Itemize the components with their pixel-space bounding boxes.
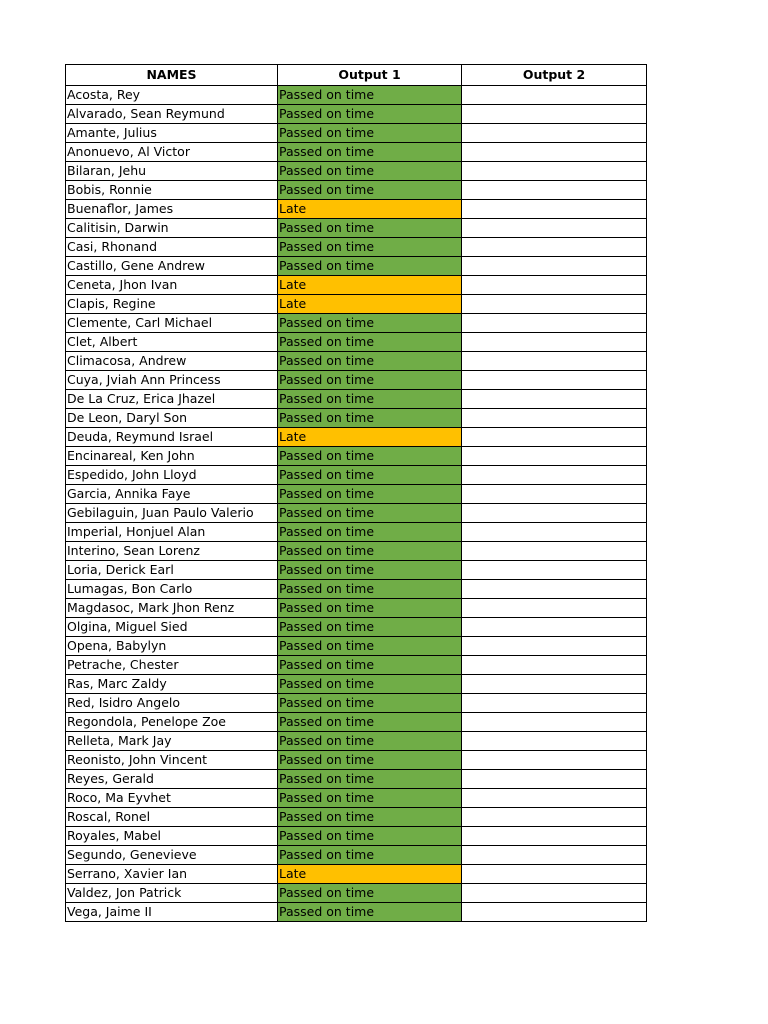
output-2-cell[interactable] [462, 428, 647, 447]
output-2-cell[interactable] [462, 409, 647, 428]
table-row [66, 713, 647, 732]
output-2-cell[interactable] [462, 295, 647, 314]
output-2-cell[interactable] [462, 124, 647, 143]
name-cell[interactable]: Petrache, Chester [66, 656, 278, 675]
output-1-cell[interactable]: Passed on time [278, 770, 462, 789]
header-output-1[interactable]: Output 1 [278, 65, 462, 86]
output-2-cell[interactable] [462, 86, 647, 105]
table-row [66, 694, 647, 713]
table-row [66, 770, 647, 789]
table-row [66, 143, 647, 162]
table-row [66, 637, 647, 656]
table-row [66, 808, 647, 827]
name-cell[interactable]: Red, Isidro Angelo [66, 694, 278, 713]
output-2-cell[interactable] [462, 675, 647, 694]
output-1-cell[interactable]: Passed on time [278, 751, 462, 770]
name-cell[interactable]: Lumagas, Bon Carlo [66, 580, 278, 599]
name-cell[interactable]: Acosta, Rey [66, 86, 278, 105]
output-2-cell[interactable] [462, 466, 647, 485]
output-2-cell[interactable] [462, 504, 647, 523]
table-row [66, 352, 647, 371]
name-cell[interactable]: Ceneta, Jhon Ivan [66, 276, 278, 295]
output-2-cell[interactable] [462, 884, 647, 903]
header-row [66, 65, 647, 86]
name-cell[interactable]: Casi, Rhonand [66, 238, 278, 257]
table-body [66, 86, 647, 922]
output-2-cell[interactable] [462, 561, 647, 580]
header-output-2[interactable]: Output 2 [462, 65, 647, 86]
name-cell[interactable]: Clemente, Carl Michael [66, 314, 278, 333]
output-2-cell[interactable] [462, 371, 647, 390]
output-1-cell[interactable]: Passed on time [278, 827, 462, 846]
output-2-cell[interactable] [462, 162, 647, 181]
table-row [66, 428, 647, 447]
output-1-cell[interactable]: Passed on time [278, 105, 462, 124]
output-1-cell[interactable]: Passed on time [278, 390, 462, 409]
table-row [66, 200, 647, 219]
output-2-cell[interactable] [462, 694, 647, 713]
output-2-cell[interactable] [462, 523, 647, 542]
table-row [66, 390, 647, 409]
name-cell[interactable]: Olgina, Miguel Sied [66, 618, 278, 637]
table-row [66, 618, 647, 637]
name-cell[interactable]: De Leon, Daryl Son [66, 409, 278, 428]
output-2-cell[interactable] [462, 143, 647, 162]
output-1-cell[interactable]: Passed on time [278, 694, 462, 713]
output-2-cell[interactable] [462, 903, 647, 922]
table-row [66, 447, 647, 466]
output-1-cell[interactable]: Passed on time [278, 637, 462, 656]
table-row [66, 276, 647, 295]
output-1-cell[interactable]: Passed on time [278, 371, 462, 390]
output-2-cell[interactable] [462, 200, 647, 219]
output-2-cell[interactable] [462, 580, 647, 599]
name-cell[interactable]: Magdasoc, Mark Jhon Renz [66, 599, 278, 618]
table-row [66, 162, 647, 181]
output-1-cell[interactable]: Passed on time [278, 561, 462, 580]
table-row [66, 789, 647, 808]
name-cell[interactable]: Interino, Sean Lorenz [66, 542, 278, 561]
output-1-cell[interactable]: Passed on time [278, 599, 462, 618]
output-2-cell[interactable] [462, 732, 647, 751]
table-row [66, 504, 647, 523]
name-cell[interactable]: Valdez, Jon Patrick [66, 884, 278, 903]
table-row [66, 86, 647, 105]
name-cell[interactable]: Alvarado, Sean Reymund [66, 105, 278, 124]
table-row [66, 257, 647, 276]
name-cell[interactable]: Relleta, Mark Jay [66, 732, 278, 751]
table-row [66, 314, 647, 333]
output-1-cell[interactable]: Passed on time [278, 732, 462, 751]
name-cell[interactable]: Royales, Mabel [66, 827, 278, 846]
name-cell[interactable]: Opena, Babylyn [66, 637, 278, 656]
header-names[interactable]: NAMES [66, 65, 278, 86]
output-1-cell[interactable]: Passed on time [278, 238, 462, 257]
name-cell[interactable]: Reyes, Gerald [66, 770, 278, 789]
output-1-cell[interactable]: Passed on time [278, 713, 462, 732]
table-row [66, 561, 647, 580]
name-cell[interactable]: Roco, Ma Eyvhet [66, 789, 278, 808]
output-1-cell[interactable]: Late [278, 865, 462, 884]
name-cell[interactable]: De La Cruz, Erica Jhazel [66, 390, 278, 409]
output-2-cell[interactable] [462, 637, 647, 656]
output-1-cell[interactable]: Late [278, 276, 462, 295]
name-cell[interactable]: Clapis, Regine [66, 295, 278, 314]
name-cell[interactable]: Encinareal, Ken John [66, 447, 278, 466]
output-2-cell[interactable] [462, 485, 647, 504]
output-2-cell[interactable] [462, 751, 647, 770]
table-row [66, 865, 647, 884]
name-cell[interactable]: Roscal, Ronel [66, 808, 278, 827]
table-row [66, 827, 647, 846]
table-row [66, 523, 647, 542]
output-2-cell[interactable] [462, 808, 647, 827]
table-row [66, 295, 647, 314]
output-2-cell[interactable] [462, 770, 647, 789]
name-cell[interactable]: Calitisin, Darwin [66, 219, 278, 238]
table-row [66, 105, 647, 124]
name-cell[interactable]: Castillo, Gene Andrew [66, 257, 278, 276]
name-cell[interactable]: Reonisto, John Vincent [66, 751, 278, 770]
name-cell[interactable]: Regondola, Penelope Zoe [66, 713, 278, 732]
name-cell[interactable]: Climacosa, Andrew [66, 352, 278, 371]
output-1-cell[interactable]: Passed on time [278, 485, 462, 504]
table-row [66, 181, 647, 200]
table-row [66, 542, 647, 561]
table-row [66, 219, 647, 238]
output-1-cell[interactable]: Passed on time [278, 143, 462, 162]
table-row [66, 409, 647, 428]
output-1-cell[interactable]: Late [278, 428, 462, 447]
output-1-cell[interactable]: Passed on time [278, 86, 462, 105]
output-2-cell[interactable] [462, 542, 647, 561]
output-1-cell[interactable]: Passed on time [278, 314, 462, 333]
output-2-cell[interactable] [462, 656, 647, 675]
output-2-cell[interactable] [462, 314, 647, 333]
output-2-cell[interactable] [462, 390, 647, 409]
name-cell[interactable]: Ras, Marc Zaldy [66, 675, 278, 694]
output-1-cell[interactable]: Passed on time [278, 542, 462, 561]
table-row [66, 580, 647, 599]
output-1-cell[interactable]: Passed on time [278, 903, 462, 922]
output-1-cell[interactable]: Passed on time [278, 219, 462, 238]
table-row [66, 371, 647, 390]
table-row [66, 333, 647, 352]
name-cell[interactable]: Segundo, Genevieve [66, 846, 278, 865]
attendance-table [65, 64, 647, 922]
table-row [66, 656, 647, 675]
output-2-cell[interactable] [462, 257, 647, 276]
output-1-cell[interactable]: Passed on time [278, 808, 462, 827]
table-row [66, 485, 647, 504]
name-cell[interactable]: Bobis, Ronnie [66, 181, 278, 200]
name-cell[interactable]: Serrano, Xavier Ian [66, 865, 278, 884]
output-2-cell[interactable] [462, 846, 647, 865]
name-cell[interactable]: Anonuevo, Al Victor [66, 143, 278, 162]
name-cell[interactable]: Cuya, Jviah Ann Princess [66, 371, 278, 390]
table-row [66, 846, 647, 865]
name-cell[interactable]: Garcia, Annika Faye [66, 485, 278, 504]
output-1-cell[interactable]: Passed on time [278, 466, 462, 485]
output-2-cell[interactable] [462, 618, 647, 637]
table-row [66, 599, 647, 618]
output-2-cell[interactable] [462, 447, 647, 466]
output-1-cell[interactable]: Passed on time [278, 333, 462, 352]
output-1-cell[interactable]: Passed on time [278, 523, 462, 542]
output-1-cell[interactable]: Passed on time [278, 656, 462, 675]
name-cell[interactable]: Deuda, Reymund Israel [66, 428, 278, 447]
output-1-cell[interactable]: Passed on time [278, 789, 462, 808]
output-2-cell[interactable] [462, 333, 647, 352]
output-1-cell[interactable]: Passed on time [278, 504, 462, 523]
output-2-cell[interactable] [462, 181, 647, 200]
name-cell[interactable]: Loria, Derick Earl [66, 561, 278, 580]
output-2-cell[interactable] [462, 713, 647, 732]
output-1-cell[interactable]: Late [278, 200, 462, 219]
name-cell[interactable]: Bilaran, Jehu [66, 162, 278, 181]
table-row [66, 675, 647, 694]
output-1-cell[interactable]: Passed on time [278, 675, 462, 694]
table-row [66, 751, 647, 770]
output-2-cell[interactable] [462, 276, 647, 295]
name-cell[interactable]: Amante, Julius [66, 124, 278, 143]
name-cell[interactable]: Espedido, John Lloyd [66, 466, 278, 485]
output-1-cell[interactable]: Passed on time [278, 884, 462, 903]
output-1-cell[interactable]: Passed on time [278, 124, 462, 143]
output-2-cell[interactable] [462, 352, 647, 371]
table-row [66, 466, 647, 485]
output-1-cell[interactable]: Passed on time [278, 580, 462, 599]
output-1-cell[interactable]: Passed on time [278, 447, 462, 466]
output-2-cell[interactable] [462, 827, 647, 846]
output-2-cell[interactable] [462, 238, 647, 257]
output-1-cell[interactable]: Passed on time [278, 162, 462, 181]
output-2-cell[interactable] [462, 219, 647, 238]
output-1-cell[interactable]: Passed on time [278, 409, 462, 428]
output-2-cell[interactable] [462, 105, 647, 124]
output-2-cell[interactable] [462, 599, 647, 618]
output-2-cell[interactable] [462, 789, 647, 808]
name-cell[interactable]: Vega, Jaime II [66, 903, 278, 922]
output-1-cell[interactable]: Passed on time [278, 257, 462, 276]
table-row [66, 124, 647, 143]
table-row [66, 884, 647, 903]
output-1-cell[interactable]: Passed on time [278, 181, 462, 200]
name-cell[interactable]: Imperial, Honjuel Alan [66, 523, 278, 542]
output-1-cell[interactable]: Passed on time [278, 846, 462, 865]
output-1-cell[interactable]: Passed on time [278, 352, 462, 371]
output-1-cell[interactable]: Late [278, 295, 462, 314]
table-row [66, 238, 647, 257]
table-row [66, 732, 647, 751]
name-cell[interactable]: Clet, Albert [66, 333, 278, 352]
name-cell[interactable]: Buenaflor, James [66, 200, 278, 219]
table-row [66, 903, 647, 922]
output-1-cell[interactable]: Passed on time [278, 618, 462, 637]
output-2-cell[interactable] [462, 865, 647, 884]
name-cell[interactable]: Gebilaguin, Juan Paulo Valerio [66, 504, 278, 523]
